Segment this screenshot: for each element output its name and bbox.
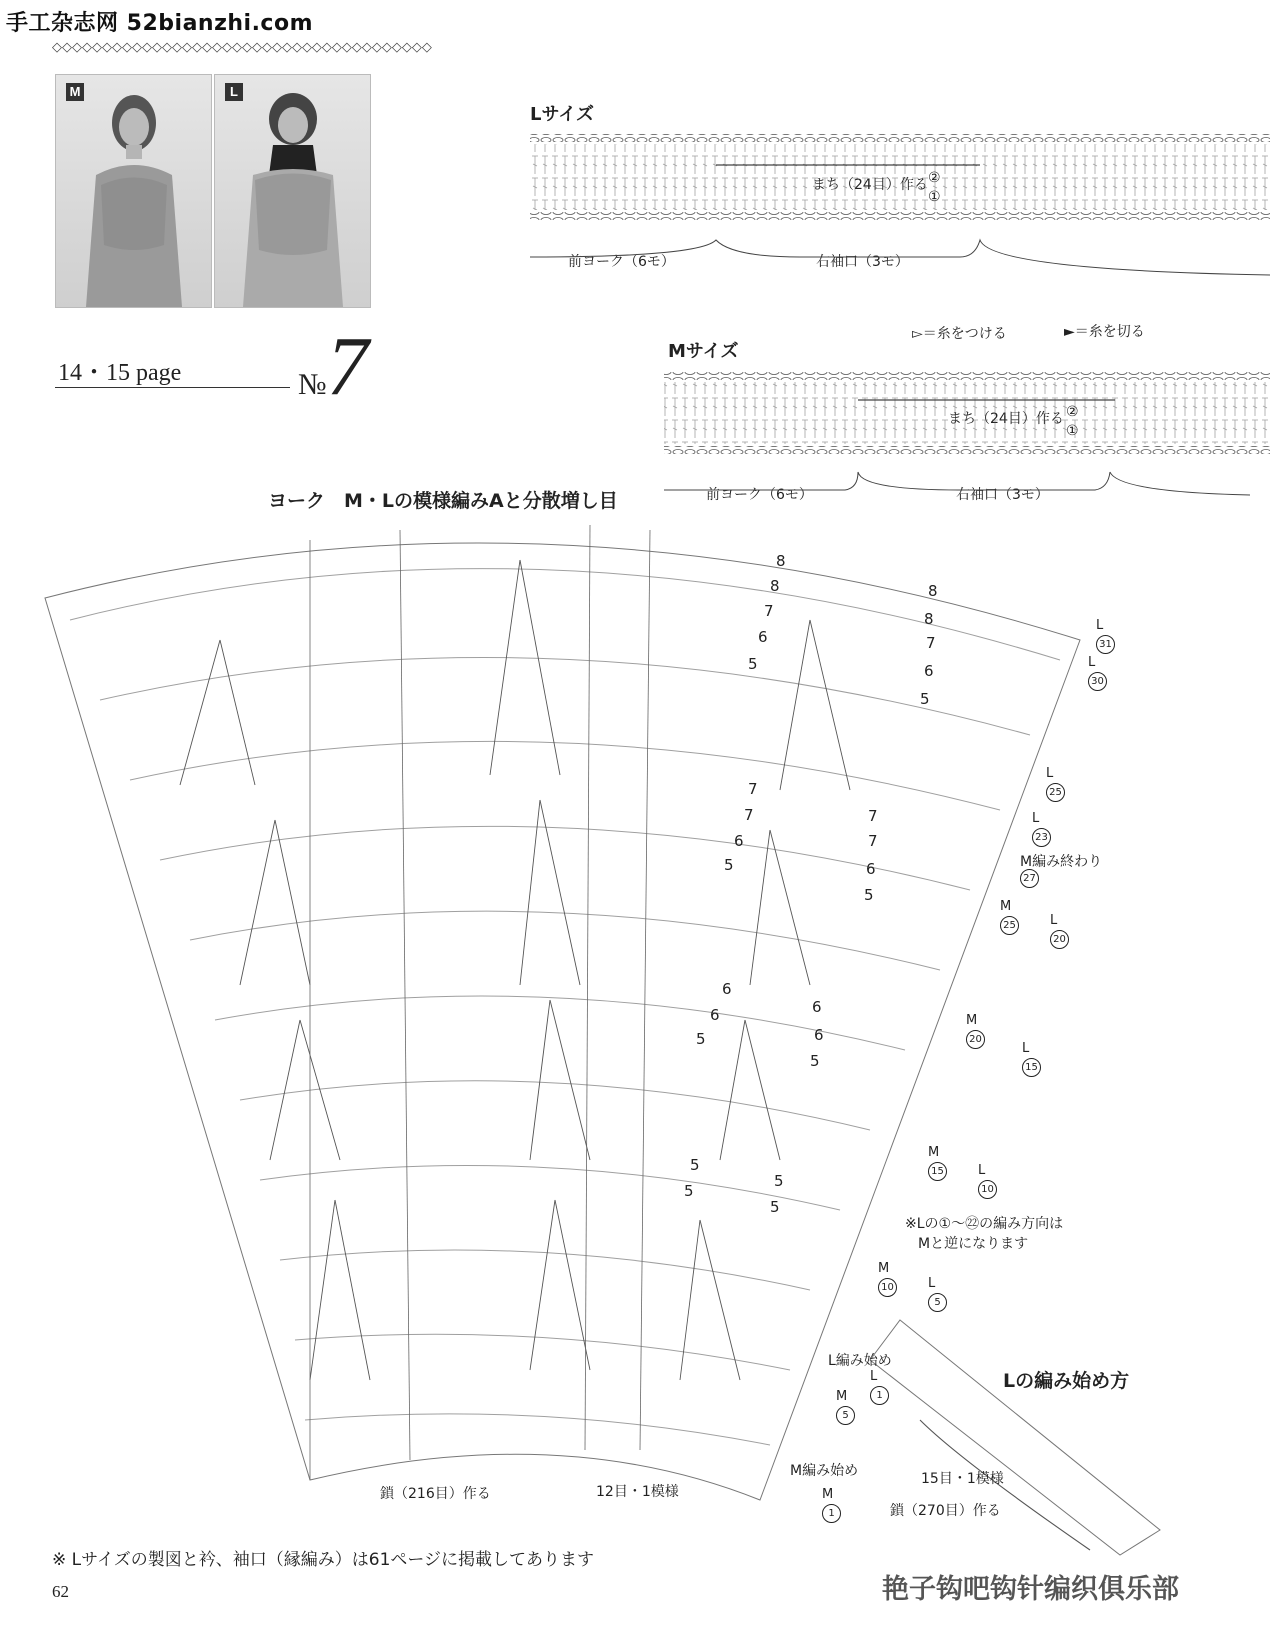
l-start-repeat-note: 15目・1模様 <box>921 1471 1004 1487</box>
marker-l-31 <box>1096 617 1115 654</box>
marker-l-15 <box>1022 1040 1041 1077</box>
marker-l-23 <box>1032 810 1051 847</box>
row-count: 7 <box>926 634 936 652</box>
yoke-repeat-note: 12目・1模様 <box>596 1484 679 1500</box>
row-count: 6 <box>722 980 732 998</box>
marker-letter: L <box>1050 913 1058 928</box>
marker-letter: L <box>928 1276 936 1291</box>
pattern-number-value: 7 <box>326 320 369 413</box>
direction-note-line-2: Mと逆になります <box>918 1236 1029 1252</box>
marker-l-1 <box>870 1368 889 1405</box>
row-count: 7 <box>744 806 754 824</box>
l-front-yoke-label: 前ヨーク（6モ） <box>568 254 675 270</box>
marker-circle: 25 <box>1046 783 1065 802</box>
l-start-chain-note: 鎖（270目）作る <box>890 1503 1001 1519</box>
row-count: 7 <box>868 832 878 850</box>
row-count: 5 <box>748 655 758 673</box>
l-size-title: Lサイズ <box>530 104 595 125</box>
marker-circle: 27 <box>1020 869 1039 888</box>
row-count: 6 <box>734 832 744 850</box>
row-count: 7 <box>748 780 758 798</box>
marker-letter: L <box>1096 618 1104 633</box>
marker-l-25 <box>1046 765 1065 802</box>
yoke-title: ヨーク M・Lの模様編みAと分散増し目 <box>268 490 618 512</box>
l-right-armhole-label: 右袖口（3モ） <box>816 254 909 270</box>
row-count: 5 <box>690 1156 700 1174</box>
marker-letter: L <box>1088 655 1096 670</box>
row-count: 7 <box>868 807 878 825</box>
marker-circle: 23 <box>1032 828 1051 847</box>
marker-circle: 20 <box>966 1030 985 1049</box>
marker-letter: M <box>822 1487 834 1502</box>
legend-attach-yarn: ▻＝糸をつける <box>912 326 1007 342</box>
yoke-chain-start-note: 鎖（216目）作る <box>380 1486 491 1502</box>
marker-circle: 15 <box>928 1162 947 1181</box>
page-reference: 14・15 page <box>58 360 182 386</box>
marker-m-20 <box>966 1012 985 1049</box>
marker-circle: 25 <box>1000 916 1019 935</box>
row-count: 5 <box>684 1182 694 1200</box>
marker-letter: L <box>1046 766 1054 781</box>
marker-m-1 <box>822 1486 841 1523</box>
marker-m-5 <box>836 1388 855 1425</box>
marker-circle: 5 <box>836 1406 855 1425</box>
marker-circle: 1 <box>870 1386 889 1405</box>
marker-letter: L <box>870 1369 878 1384</box>
marker-letter: M <box>1000 899 1012 914</box>
m-front-yoke-label: 前ヨーク（6モ） <box>706 487 813 503</box>
marker-circle: 10 <box>978 1180 997 1199</box>
row-count: 5 <box>920 690 930 708</box>
watermark: 艳子钩吧钩针编织俱乐部 <box>882 1574 1179 1605</box>
size-tag-l: L <box>225 83 243 101</box>
marker-letter: M <box>928 1145 940 1160</box>
marker-circle: 5 <box>928 1293 947 1312</box>
m-size-strip <box>664 372 1270 495</box>
marker-l-20 <box>1050 912 1069 949</box>
site-title: 手工杂志网 52bianzhi.com <box>6 11 314 36</box>
row-count: 8 <box>776 552 786 570</box>
direction-note-line-1: ※Lの①〜㉒の編み方向は <box>905 1216 1064 1232</box>
marker-l-30 <box>1088 654 1107 691</box>
row-count: 6 <box>812 998 822 1016</box>
row-count: 5 <box>770 1198 780 1216</box>
marker-circle: 20 <box>1050 930 1069 949</box>
marker-m-25 <box>1000 898 1019 935</box>
m-start-label: M編み始め <box>790 1463 859 1479</box>
m-right-armhole-label: 右袖口（3モ） <box>956 487 1049 503</box>
row-count: 7 <box>764 602 774 620</box>
l-start-label: L編み始め <box>828 1353 892 1369</box>
page-number: 62 <box>52 1582 69 1601</box>
row-count: 8 <box>770 577 780 595</box>
marker-letter: L <box>978 1163 986 1178</box>
marker-letter: L <box>1032 811 1040 826</box>
marker-circle: 1 <box>822 1504 841 1523</box>
marker-l-5 <box>928 1275 947 1312</box>
l-size-strip <box>530 134 1270 275</box>
marker-letter: M <box>966 1013 978 1028</box>
marker-circle: 30 <box>1088 672 1107 691</box>
row-count: 5 <box>724 856 734 874</box>
row-count: 8 <box>924 610 934 628</box>
row-count: 5 <box>864 886 874 904</box>
row-count: 5 <box>774 1172 784 1190</box>
marker-letter: L <box>1022 1041 1030 1056</box>
marker-letter: M <box>878 1261 890 1276</box>
legend-cut-yarn: ►＝糸を切る <box>1064 324 1145 340</box>
row-count: 5 <box>810 1052 820 1070</box>
marker-m-10 <box>878 1260 897 1297</box>
marker-circle: 15 <box>1022 1058 1041 1077</box>
header-divider: ◇◇◇◇◇◇◇◇◇◇◇◇◇◇◇◇◇◇◇◇◇◇◇◇◇◇◇◇◇◇◇◇◇◇◇◇◇◇ <box>52 40 432 55</box>
m-size-title: Mサイズ <box>668 341 739 362</box>
marker-m-27 <box>1020 851 1039 888</box>
marker-l-10 <box>978 1162 997 1199</box>
footer-note: ※ Lサイズの製図と衿、袖口（縁編み）は61ページに掲載してあります <box>52 1550 595 1570</box>
marker-circle: 31 <box>1096 635 1115 654</box>
marker-circle: 10 <box>878 1278 897 1297</box>
row-count: 6 <box>814 1026 824 1044</box>
row-count: 8 <box>928 582 938 600</box>
marker-m-15 <box>928 1144 947 1181</box>
l-start-method-title: Lの編み始め方 <box>1003 1370 1130 1392</box>
row-count: 6 <box>866 860 876 878</box>
m-finish-label: M編み終わり <box>1020 854 1103 870</box>
row-count: 6 <box>710 1006 720 1024</box>
row-count: 6 <box>924 662 934 680</box>
row-count: 5 <box>696 1030 706 1048</box>
marker-letter: M <box>836 1389 848 1404</box>
number-sign: № <box>298 368 327 401</box>
size-tag-m: M <box>66 83 84 101</box>
row-count: 6 <box>758 628 768 646</box>
